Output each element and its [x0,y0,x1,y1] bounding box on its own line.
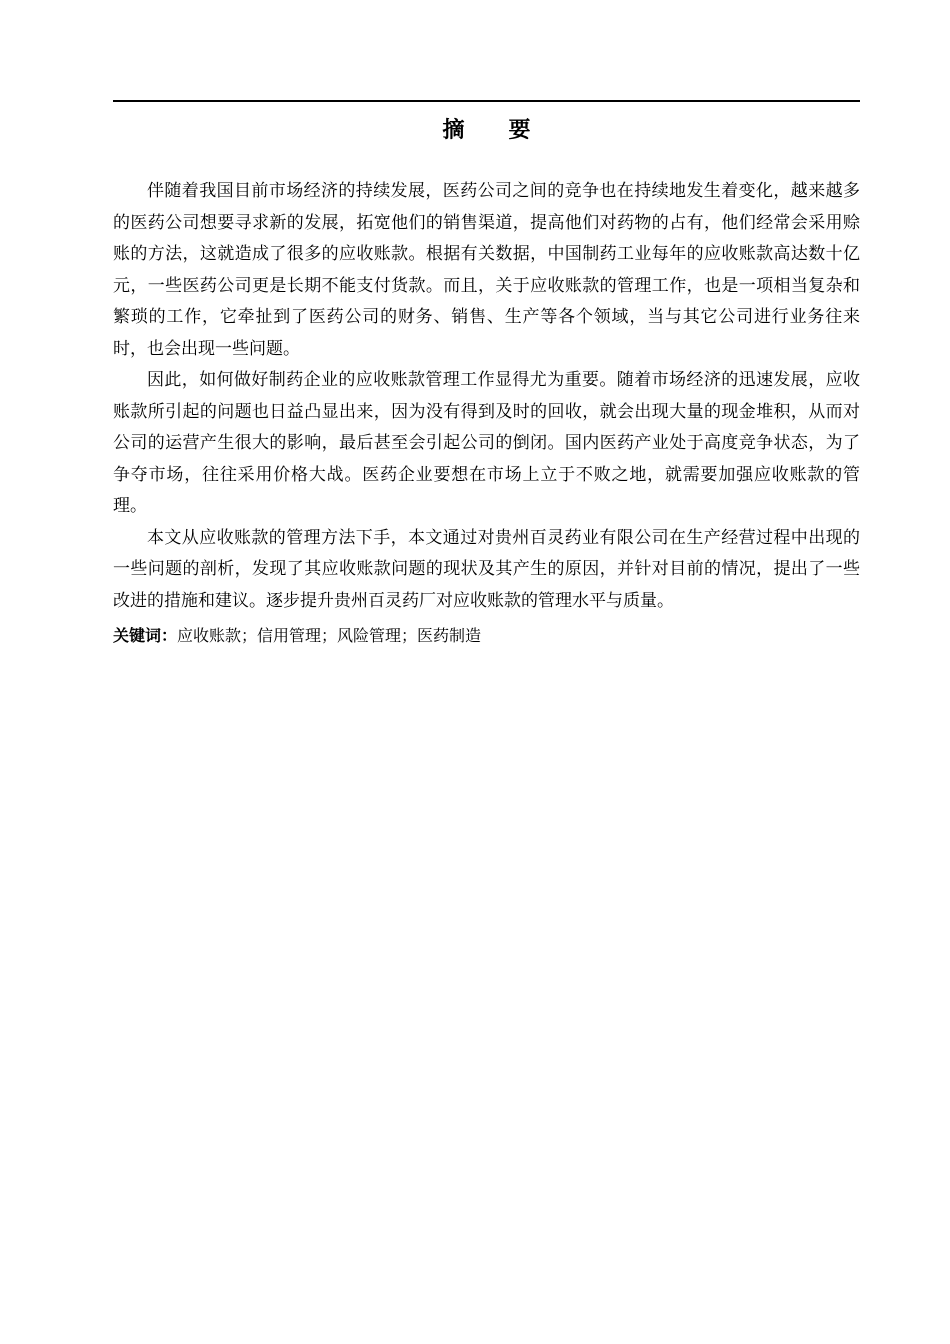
title-char-1: 摘 [442,118,465,143]
title-char-2: 要 [508,118,531,143]
abstract-paragraph-2: 因此，如何做好制药企业的应收账款管理工作显得尤为重要。随着市场经济的迅速发展，应收账款所引起的问题也日益凸显出来，因为没有得到及时的回收，就会出现大量的现金堆积，从而对公司的运营产生很大的影响，最后甚至会引起公司的倒闭。国内医药产业处于高度竞争状态，为了争夺市场，往往采用价格大战。医药企业要想在市场上立于不败之地，就需要加强应收账款的管理。 [113,370,860,516]
keywords-value: 应收账款；信用管理；风险管理；医药制造 [177,626,482,645]
header-rule [113,100,860,102]
page-title [113,114,860,148]
abstract-paragraph-3: 本文从应收账款的管理方法下手，本文通过对贵州百灵药业有限公司在生产经营过程中出现的一些问题的剖析，发现了其应收账款问题的现状及其产生的原因，并针对目前的情况，提出了一些改进的措施和建议。逐步提升贵州百灵药厂对应收账款的管理水平与质量。 [113,527,860,611]
keywords-line [113,621,860,651]
abstract-body [113,176,860,651]
abstract-paragraph-1: 伴随着我国目前市场经济的持续发展，医药公司之间的竞争也在持续地发生着变化，越来越多的医药公司想要寻求新的发展，拓宽他们的销售渠道，提高他们对药物的占有，他们经常会采用赊账的方法，这就造成了很多的应收账款。根据有关数据，中国制药工业每年的应收账款高达数十亿元，一些医药公司更是长期不能支付货款。而且，关于应收账款的管理工作，也是一项相当复杂和繁琐的工作，它牵扯到了医药公司的财务、销售、生产等各个领域，当与其它公司进行业务往来时，也会出现一些问题。 [113,181,860,359]
keywords-label: 关键词： [113,626,178,645]
